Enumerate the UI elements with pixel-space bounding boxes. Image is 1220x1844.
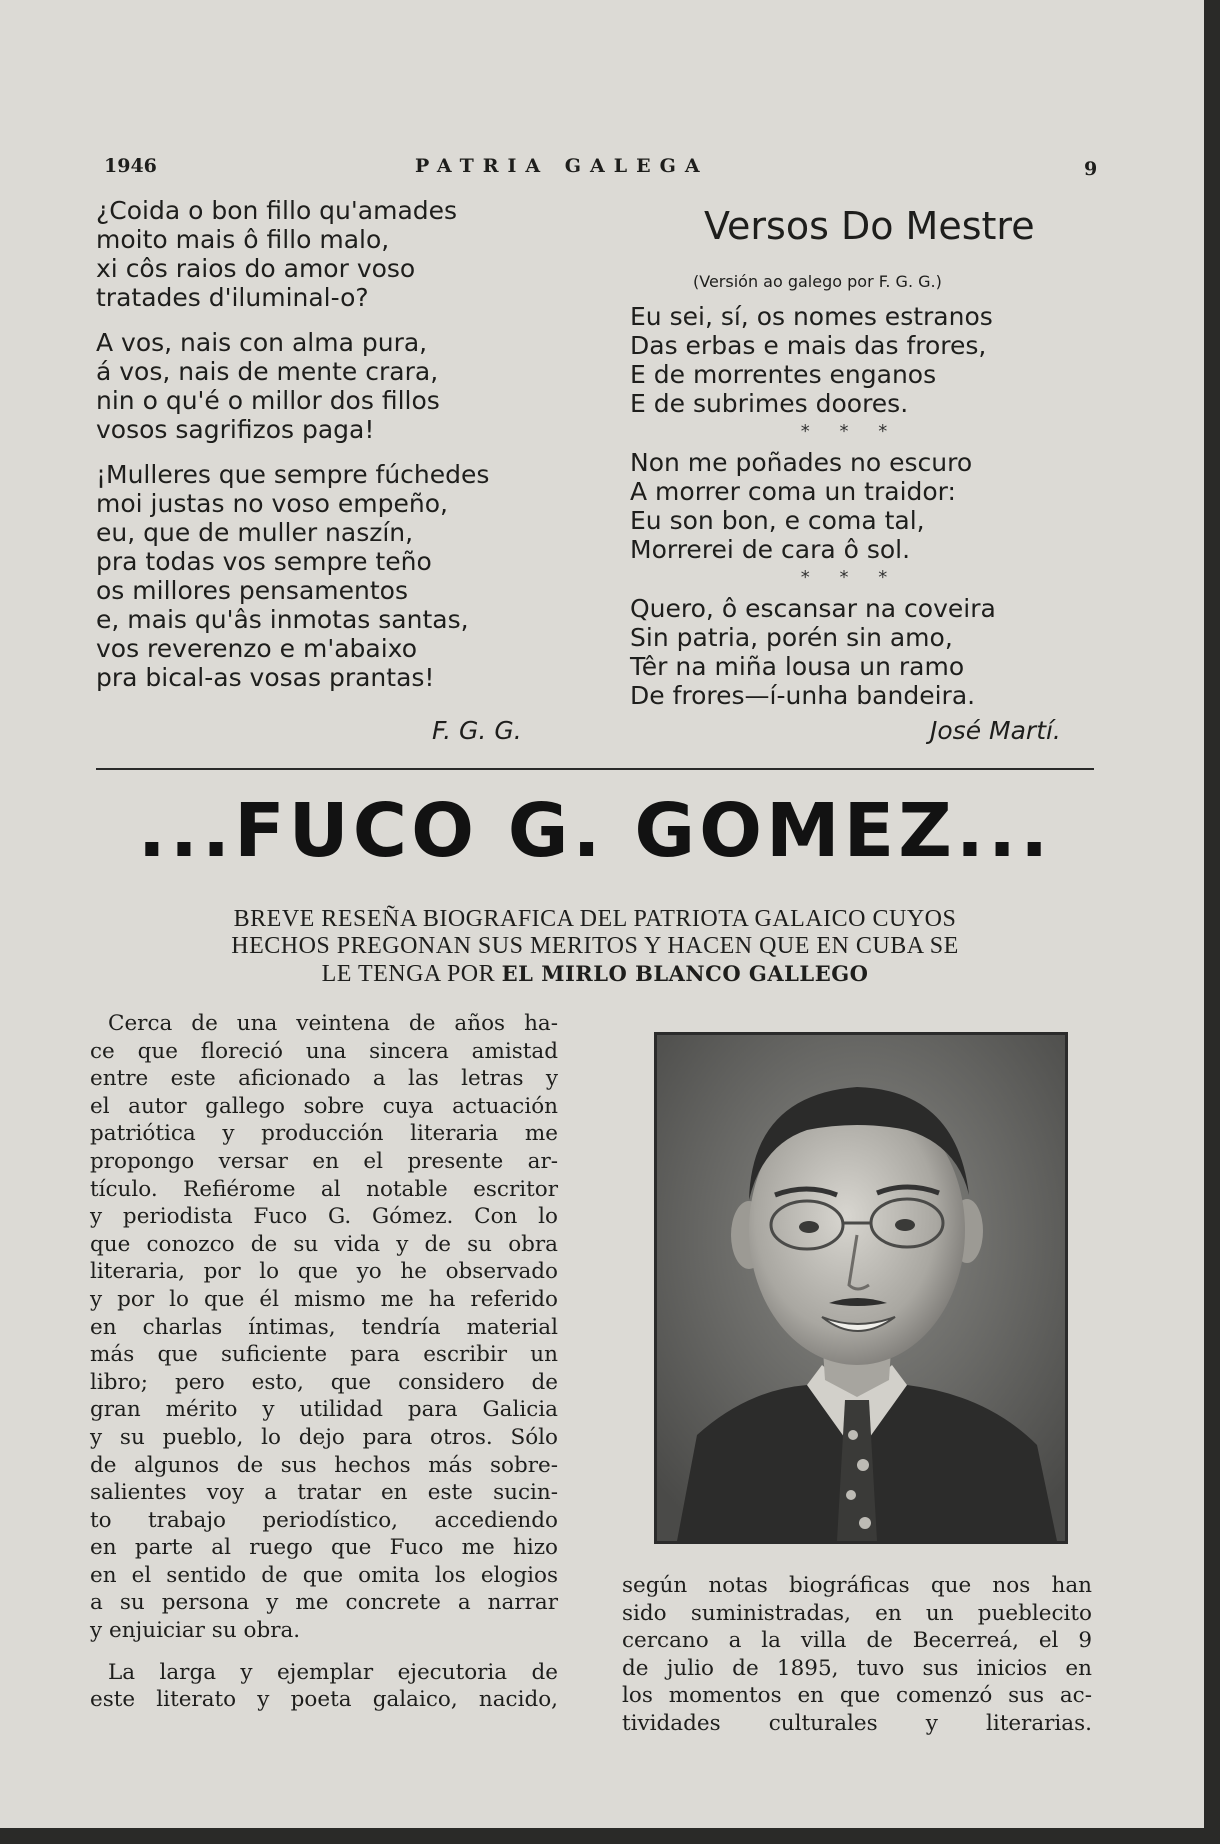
body-line: cercano a la villa de Becerreá, el 9 [622, 1628, 1092, 1654]
poem-line: eu, que de muller naszín, [96, 518, 414, 547]
subhead-line: BREVE RESEÑA BIOGRAFICA DEL PATRIOTA GALAICO CUYOS [233, 906, 957, 932]
stanza-separator: * * * [800, 567, 900, 588]
body-line: de julio de 1895, tuvo sus inicios en [622, 1655, 1092, 1681]
body-line: en charlas íntimas, tendría material [90, 1314, 558, 1340]
poem-line: moi justas no voso empeño, [96, 489, 448, 518]
poem-line: pra todas vos sempre teño [96, 547, 432, 576]
poem-line: tratades d'iluminal-o? [96, 283, 369, 312]
poem-line: nin o qu'é o millor dos fillos [96, 386, 440, 415]
poem-line: á vos, nais de mente crara, [96, 357, 439, 386]
poem-line: Quero, ô escansar na coveira [630, 594, 996, 623]
body-line: entre este aficionado a las letras y [90, 1066, 558, 1092]
right-poem-subtitle: (Versión ao galego por F. G. G.) [693, 272, 942, 291]
body-line: en parte al ruego que Fuco me hizo [90, 1535, 558, 1561]
poem-line: Eu sei, sí, os nomes estranos [630, 302, 993, 331]
poem-line: os millores pensamentos [96, 576, 408, 605]
subhead-line: LE TENGA POR EL MIRLO BLANCO GALLEGO [321, 961, 869, 987]
body-line: más que suficiente para escribir un [90, 1342, 558, 1368]
body-line: salientes voy a tratar en este sucin- [90, 1480, 558, 1506]
poem-stanza [96, 196, 556, 312]
article-headline: ...FUCO G. GOMEZ... [137, 788, 1053, 874]
body-line: a su persona y me concrete a narrar [90, 1590, 558, 1616]
right-poem [630, 302, 1070, 710]
poem-stanza [630, 448, 1070, 564]
body-line: La larga y ejemplar ejecutoria de [108, 1659, 558, 1685]
left-poem [96, 196, 556, 708]
article-subhead [96, 906, 1094, 988]
subhead-emphasis: EL MIRLO BLANCO GALLEGO [501, 961, 869, 986]
poem-line: E de subrimes doores. [630, 389, 909, 418]
portrait-image [657, 1035, 1065, 1541]
body-line: y enjuiciar su obra. [90, 1618, 301, 1644]
body-line: los momentos en que comenzó sus ac- [622, 1683, 1092, 1709]
poem-stanza [96, 460, 556, 692]
poem-stanza [630, 594, 1070, 710]
section-divider [96, 768, 1094, 770]
body-line: tividades culturales y literarias. [622, 1710, 1092, 1736]
left-poem-signature: F. G. G. [432, 716, 522, 745]
article-column-2 [622, 1572, 1092, 1738]
body-line: to trabajo periodístico, accediendo [90, 1507, 558, 1533]
body-line: tículo. Refiérome al notable escritor [90, 1176, 558, 1202]
article-column-1 [90, 1010, 558, 1714]
poem-line: moito mais ô fillo malo, [96, 225, 390, 254]
subhead-line: HECHOS PREGONAN SUS MERITOS Y HACEN QUE EN CUBA SE [231, 933, 959, 959]
poem-line: Têr na miña lousa un ramo [630, 652, 965, 681]
body-line: Cerca de una veintena de años ha- [108, 1011, 558, 1036]
body-line: patriótica y producción literaria me [90, 1121, 558, 1147]
poem-line: xi côs raios do amor voso [96, 254, 416, 283]
poem-line: ¿Coida o bon fillo qu'amades [96, 196, 458, 225]
body-line: gran mérito y utilidad para Galicia [90, 1397, 558, 1423]
body-line: según notas biográficas que nos han [622, 1573, 1092, 1598]
poem-stanza [96, 328, 556, 444]
body-line: y periodista Fuco G. Gómez. Con lo [90, 1204, 558, 1230]
body-line: propongo versar en el presente ar- [90, 1148, 558, 1174]
right-poem-author: José Martí. [930, 716, 1061, 745]
poem-line: ¡Mulleres que sempre fúchedes [96, 460, 490, 489]
poem-line: Non me poñades no escuro [630, 448, 973, 477]
poem-line: A vos, nais con alma pura, [96, 328, 428, 357]
body-line: libro; pero esto, que considero de [90, 1369, 558, 1395]
body-line: literaria, por lo que yo he observado [90, 1259, 558, 1285]
header-page-number: 9 [1084, 158, 1098, 180]
body-line: en el sentido de que omita los elogios [90, 1562, 558, 1588]
body-line: ce que floreció una sincera amistad [90, 1038, 558, 1064]
poem-line: De frores—í-unha bandeira. [630, 681, 976, 710]
poem-line: Das erbas e mais das frores, [630, 331, 987, 360]
poem-line: pra bical-as vosas prantas! [96, 663, 435, 692]
poem-stanza [630, 302, 1070, 418]
right-poem-title: Versos Do Mestre [704, 204, 1035, 248]
poem-line: vosos sagrifizos paga! [96, 415, 375, 444]
body-line: este literato y poeta galaico, nacido, [90, 1687, 558, 1713]
body-line: de algunos de sus hechos más sobre- [90, 1452, 558, 1478]
stanza-separator: * * * [800, 421, 900, 442]
poem-line: vos reverenzo e m'abaixo [96, 634, 417, 663]
poem-line: Morrerei de cara ô sol. [630, 535, 911, 564]
paragraph-gap [90, 1645, 558, 1659]
body-line: que conozco de su vida y de su obra [90, 1231, 558, 1257]
poem-line: e, mais qu'âs inmotas santas, [96, 605, 469, 634]
body-line: el autor gallego sobre cuya actuación [90, 1093, 558, 1119]
poem-line: E de morrentes enganos [630, 360, 937, 389]
body-line: y por lo que él mismo me ha referido [90, 1286, 558, 1312]
poem-line: A morrer coma un traidor: [630, 477, 956, 506]
poem-line: Sin patria, porén sin amo, [630, 623, 953, 652]
body-line: y su pueblo, lo dejo para otros. Sólo [90, 1424, 558, 1450]
body-line: sido suministradas, en un pueblecito [622, 1600, 1092, 1626]
portrait-photo [654, 1032, 1068, 1544]
header-title: PATRIA GALEGA [415, 155, 709, 177]
header-year: 1946 [104, 155, 157, 177]
poem-line: Eu son bon, e coma tal, [630, 506, 925, 535]
